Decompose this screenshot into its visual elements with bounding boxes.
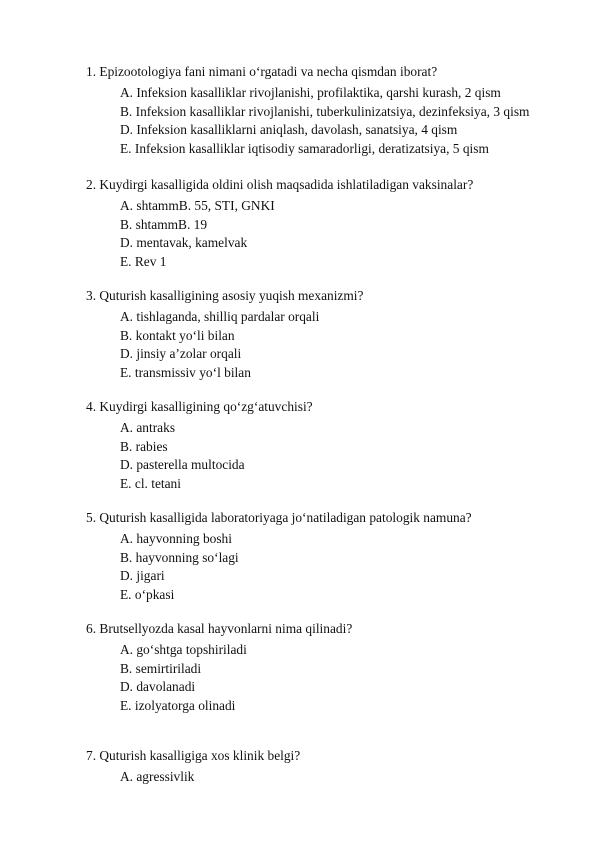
answer-option-a: A. Infeksion kasalliklar rivojlanishi, profilaktika, qarshi kurash, 2 qism <box>120 85 501 100</box>
answer-option-a: A. agressivlik <box>120 769 195 784</box>
question-6 <box>86 620 586 716</box>
question-4 <box>86 398 586 494</box>
question-text: 6. Brutsellyozda kasal hayvonlarni nima qilinadi? <box>86 621 353 636</box>
answer-options <box>86 530 586 605</box>
answer-option-e: E. izolyatorga olinadi <box>120 698 236 714</box>
answer-options <box>86 641 586 716</box>
answer-options <box>86 308 586 383</box>
answer-option-d: D. pasterella multocida <box>120 457 245 473</box>
answer-option-d: D. jinsiy a’zolar orqali <box>120 346 242 362</box>
question-text: 5. Quturish kasalligida laboratoriyaga jo‘natiladigan patologik namuna? <box>86 510 472 525</box>
answer-option-b: B. rabies <box>120 438 168 454</box>
question-text: 7. Quturish kasalligiga xos klinik belgi? <box>86 748 301 763</box>
answer-option-b: B. kontakt yo‘li bilan <box>120 327 235 343</box>
answer-option-a: A. antraks <box>120 420 176 435</box>
answer-option-a: A. go‘shtga topshiriladi <box>120 642 247 657</box>
answer-options <box>86 84 586 159</box>
question-text: 2. Kuydirgi kasalligida oldini olish maqsadida ishlatiladigan vaksinalar? <box>86 177 474 192</box>
answer-option-e: E. cl. tetani <box>120 476 181 492</box>
answer-option-e: E. Rev 1 <box>120 254 167 270</box>
answer-option-e: E. transmissiv yo‘l bilan <box>120 365 251 381</box>
question-1 <box>86 63 586 159</box>
answer-options <box>86 768 586 787</box>
answer-option-e: E. o‘pkasi <box>120 587 175 603</box>
answer-option-d: D. Infeksion kasalliklarni aniqlash, davolash, sanatsiya, 4 qism <box>120 122 458 138</box>
answer-option-b: B. semirtiriladi <box>120 660 202 676</box>
question-text: 1. Epizootologiya fani nimani o‘rgatadi va necha qismdan iborat? <box>86 64 438 79</box>
question-5 <box>86 509 586 605</box>
question-7 <box>86 747 586 787</box>
answer-option-a: A. shtammB. 55, STI, GNKI <box>120 198 275 213</box>
question-3 <box>86 287 586 383</box>
answer-option-b: B. Infeksion kasalliklar rivojlanishi, tuberkulinizatsiya, dezinfeksiya, 3 qism <box>120 103 530 119</box>
answer-option-d: D. mentavak, kamelvak <box>120 235 248 251</box>
answer-option-b: B. hayvonning so‘lagi <box>120 549 239 565</box>
answer-option-e: E. Infeksion kasalliklar iqtisodiy samaradorligi, deratizatsiya, 5 qism <box>120 141 489 157</box>
answer-options <box>86 197 586 272</box>
question-text: 4. Kuydirgi kasalligining qo‘zg‘atuvchisi? <box>86 399 313 414</box>
answer-options <box>86 419 586 494</box>
question-text: 3. Quturish kasalligining asosiy yuqish mexanizmi? <box>86 288 364 303</box>
answer-option-a: A. hayvonning boshi <box>120 531 232 546</box>
answer-option-d: D. davolanadi <box>120 679 196 695</box>
answer-option-d: D. jigari <box>120 568 165 584</box>
question-2 <box>86 176 586 272</box>
answer-option-b: B. shtammB. 19 <box>120 216 208 232</box>
answer-option-a: A. tishlaganda, shilliq pardalar orqali <box>120 309 320 324</box>
